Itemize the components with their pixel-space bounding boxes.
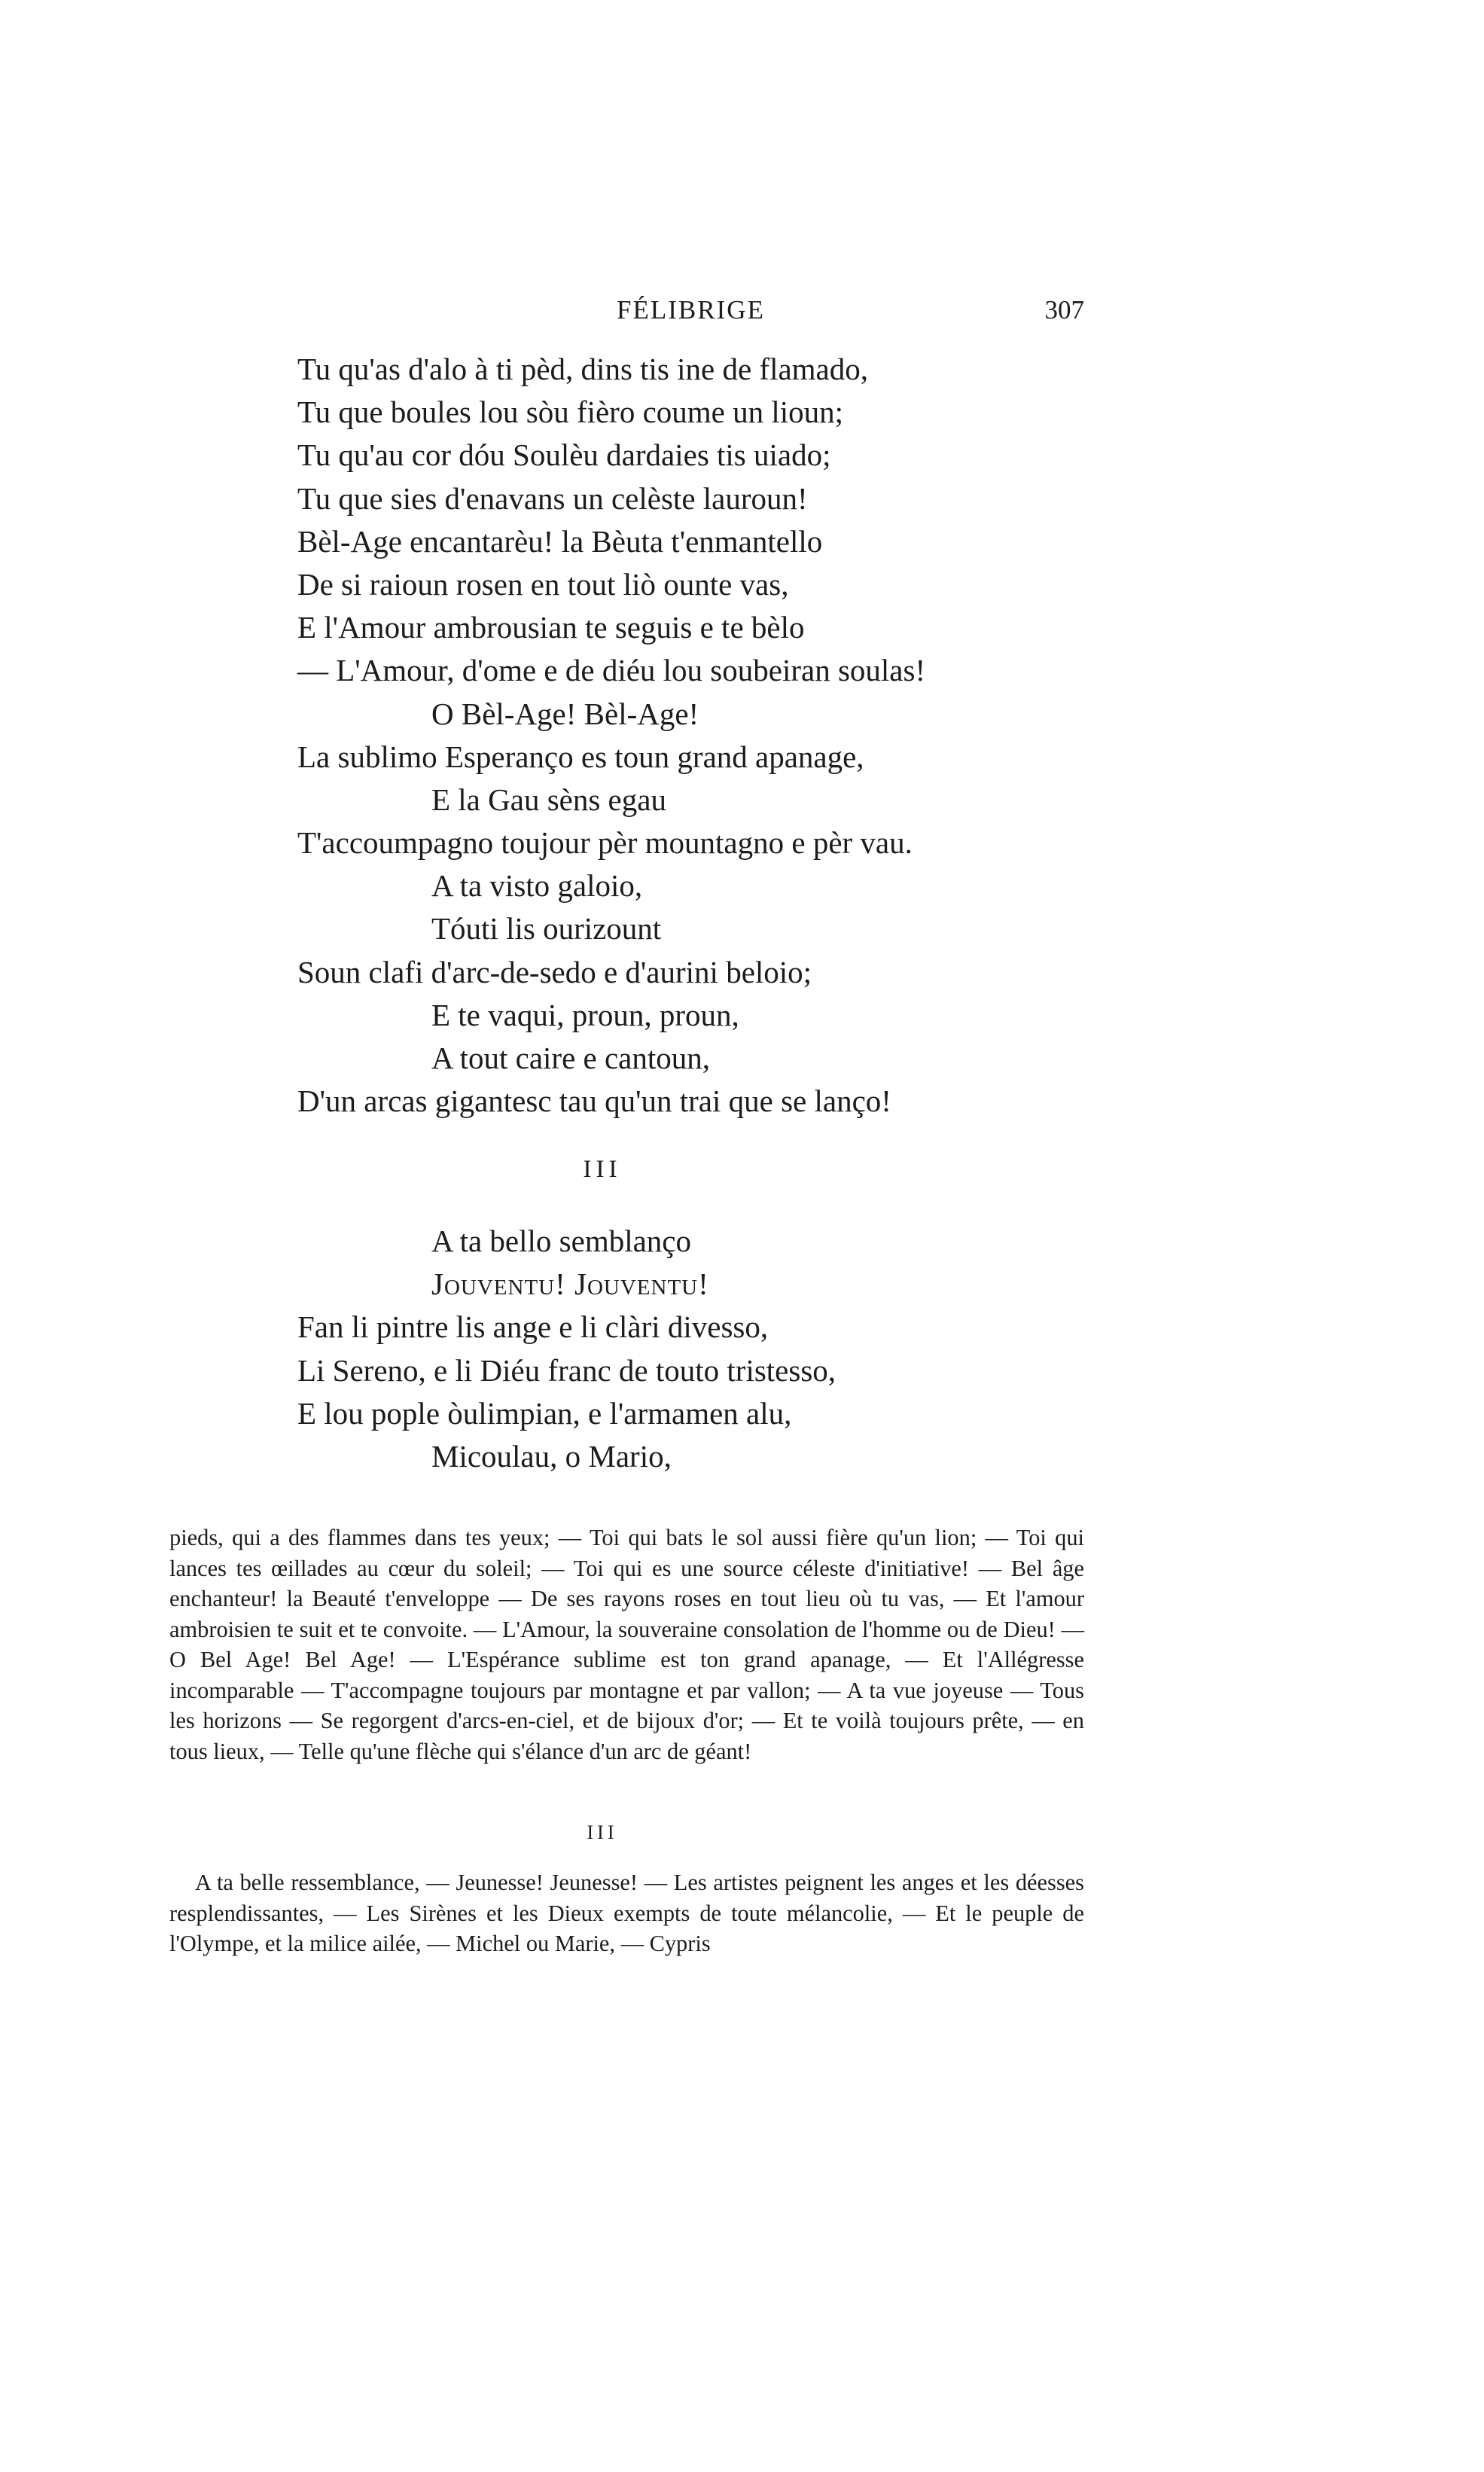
verse-line: Tu que boules lou sòu fièro coume un lioun;: [297, 395, 844, 430]
verse-line: Tóuti lis ourizount: [431, 911, 662, 946]
verse-line: Tu qu'as d'alo à ti pèd, dins tis ine de flamado,: [297, 352, 868, 386]
verse-line: A ta visto galoio,: [431, 868, 643, 904]
verse-stanza-1: [297, 348, 925, 1123]
verse-line: E la Gau sèns egau: [431, 782, 666, 817]
section-number: III: [583, 1156, 622, 1183]
running-head: [297, 295, 1084, 333]
verse-line: Bèl-Age encantarèu! la Bèuta t'enmantello: [297, 523, 823, 559]
verse-line: D'un arcas gigantesc tau qu'un trai que se lanço!: [297, 1084, 891, 1119]
verse-line: Fan li pintre lis ange e li clàri divesso,: [297, 1309, 769, 1345]
verse-line: E lou pople òulimpian, e l'armamen alu,: [297, 1395, 792, 1431]
verse-line: Jouventu! Jouventu!: [431, 1266, 709, 1302]
verse-line: Micoulau, o Mario,: [431, 1438, 672, 1474]
verse-line: T'accoumpagno toujour pèr mountagno e pèr vau.: [297, 825, 913, 861]
translation-section-number: III: [587, 1821, 618, 1843]
verse-line: E l'Amour ambrousian te seguis e te bèlo: [297, 610, 805, 645]
verse-line: A tout caire e cantoun,: [431, 1041, 711, 1075]
verse-line: O Bèl-Age! Bèl-Age!: [431, 696, 699, 731]
translation-paragraph-1: pieds, qui a des flammes dans tes yeux; — Toi qui bats le sol aussi fière qu'un lion; — Toi qui lances tes œillades au cœur du soleil; — Toi qui es une source céleste d'initiative! — Bel âge enchanteur! la Beauté t'enveloppe — De ses rayons roses en tout lieu où tu vas, — Et l'amour ambroisien te suit et te convoite. — L'Amour, la souveraine consolation de l'homme ou de Dieu! — O Bel Age! Bel Age! — L'Espérance sublime est ton grand apanage, — Et l'Allégresse incomparable — T'accompagne toujours par montagne et par vallon; — A ta vue joyeuse — Tous les horizons — Se regorgent d'arcs-en-ciel, et de bijoux d'or; — Et te voilà toujours prête, — en tous lieux, — Telle qu'une flèche qui s'élance d'un arc de géant!: [169, 1525, 1084, 1764]
page-number: 307: [1044, 295, 1084, 325]
verse-line: Tu qu'au cor dóu Soulèu dardaies tis uiado;: [297, 437, 831, 473]
verse-line: E te vaqui, proun, proun,: [431, 997, 739, 1032]
verse-line: La sublimo Esperanço es toun grand apanage,: [297, 739, 864, 774]
verse-line: — L'Amour, d'ome e de diéu lou soubeiran soulas!: [297, 653, 926, 688]
running-title: FÉLIBRIGE: [617, 295, 765, 325]
verse-line: Tu que sies d'enavans un celèste lauroun!: [297, 480, 808, 516]
verse-line: Soun clafi d'arc-de-sedo e d'aurini beloio;: [297, 954, 812, 989]
verse-stanza-2: [297, 1220, 836, 1478]
verse-line: A ta bello semblanço: [431, 1224, 691, 1258]
verse-line: De si raioun rosen en tout liò ounte vas,: [297, 566, 789, 602]
verse-line: Li Sereno, e li Diéu franc de touto tristesso,: [297, 1352, 836, 1388]
translation-paragraph-2: A ta belle ressemblance, — Jeunesse! Jeunesse! — Les artistes peignent les anges et les déesses resplendissantes, — Les Sirènes et les Dieux exempts de toute mélancolie, — Et le peuple de l'Olympe, et la milice ailée, — Michel ou Marie, — Cypris: [169, 1870, 1084, 1956]
